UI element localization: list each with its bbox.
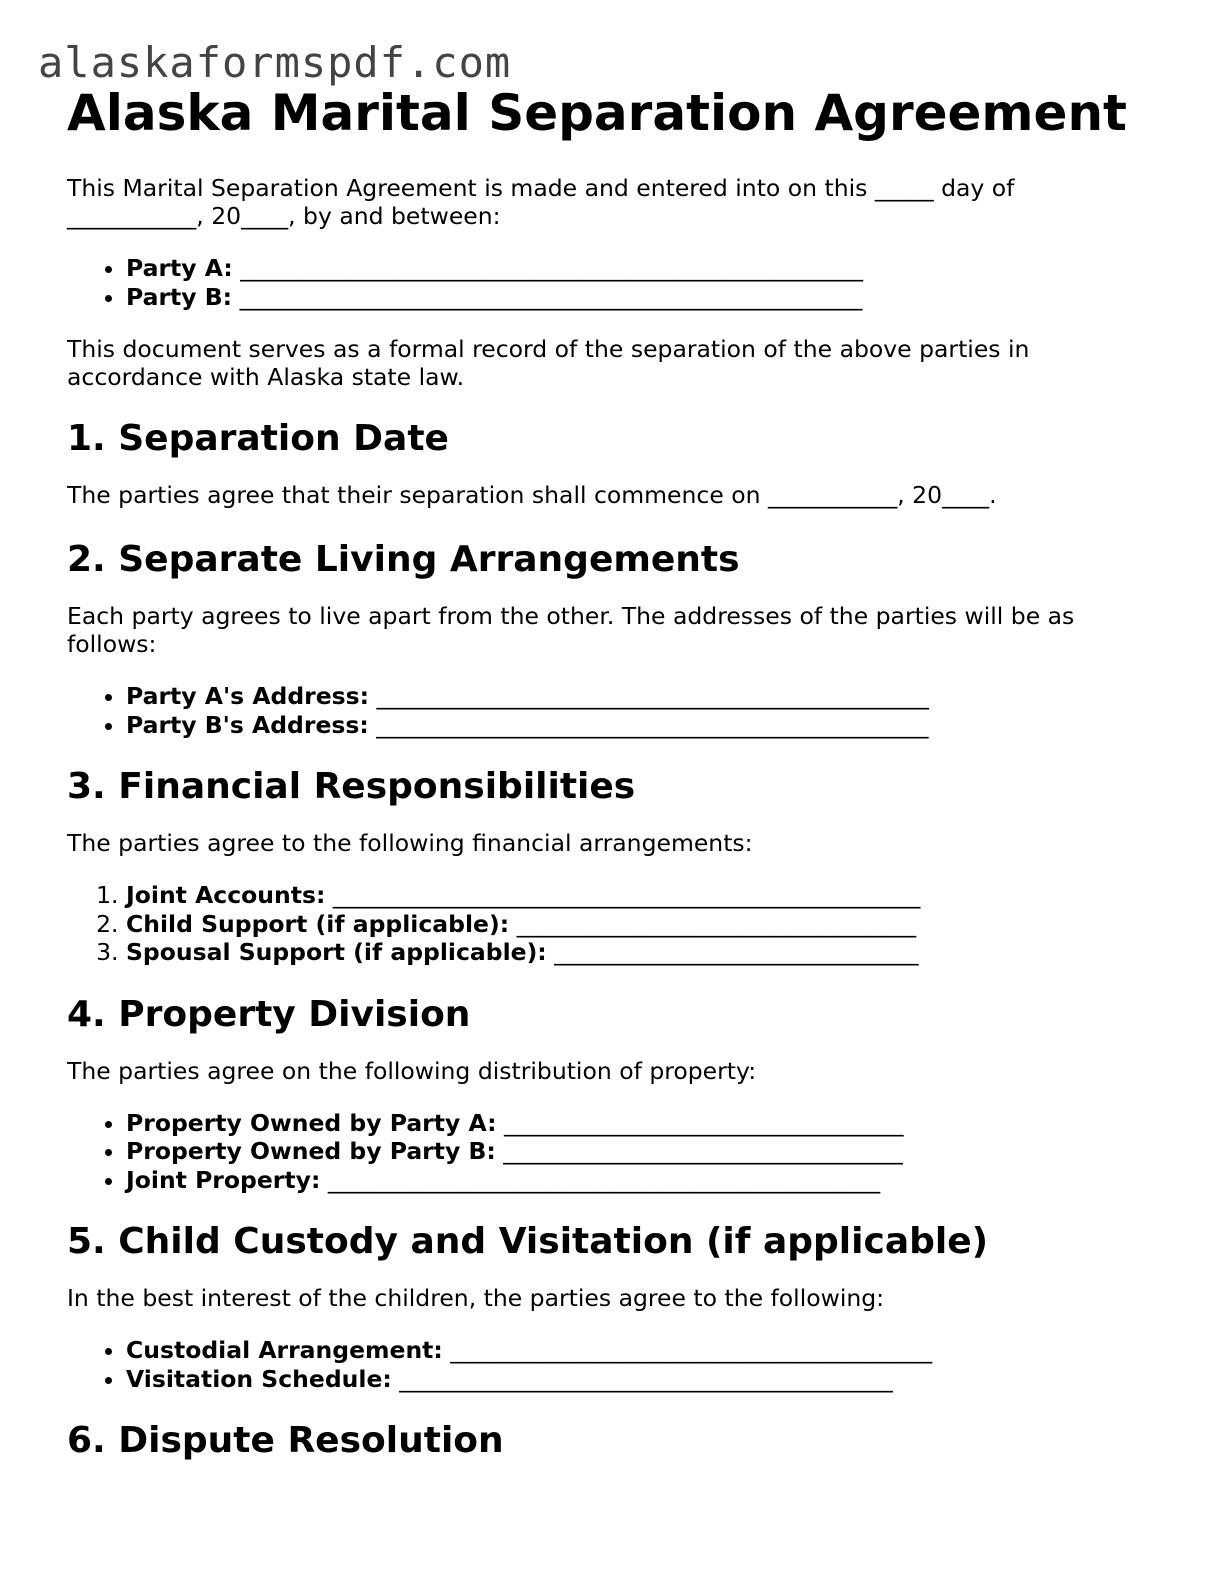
custody-list [67, 1336, 1177, 1393]
item-label: Visitation Schedule: [126, 1364, 392, 1393]
list-item [126, 938, 1177, 967]
section-heading: 3. Financial Responsibilities [67, 766, 636, 807]
item-label: Property Owned by Party B: [126, 1137, 496, 1165]
list-item [126, 1365, 1177, 1394]
list-item [126, 283, 1177, 312]
party-b-blank: _____________________________________________________ [239, 282, 863, 311]
section-heading: 4. Property Division [67, 993, 471, 1035]
list-item [126, 682, 1177, 711]
item-label: Joint Accounts: [126, 881, 326, 909]
site-watermark: alaskaformspdf.com [38, 38, 512, 87]
list-item [126, 711, 1177, 740]
item-label: Child Support (if applicable): [126, 909, 510, 938]
intro-paragraph: This Marital Separation Agreement is made and entered into on this _____ day of ___________, 20____, by and between: [67, 174, 1015, 230]
item-blank: __________________________________________ [399, 1364, 893, 1393]
section-text: The parties agree that their separation shall commence on ___________, 20____. [67, 481, 997, 509]
address-list [67, 682, 1177, 739]
item-blank: _______________________________________________ [327, 1165, 881, 1194]
item-label: Party A's Address: [126, 682, 370, 710]
item-blank: __________________________________ [516, 909, 917, 938]
item-blank: _______________________________________________ [376, 682, 929, 710]
item-label: Custodial Arrangement: [126, 1336, 443, 1364]
section-text: In the best interest of the children, the parties agree to the following: [67, 1284, 885, 1312]
item-blank: __________________________________________________ [332, 881, 921, 909]
list-item [126, 881, 1177, 910]
list-item [126, 910, 1177, 939]
parties-list [67, 254, 1177, 311]
item-blank: __________________________________ [503, 1137, 903, 1165]
financial-list [67, 881, 1177, 967]
list-item [126, 254, 1177, 283]
section-text: Each party agrees to live apart from the other. The addresses of the parties will be as follows: [67, 602, 1075, 658]
property-list [67, 1109, 1177, 1195]
section-heading: 2. Separate Living Arrangements [67, 539, 740, 580]
item-label: Party B's Address: [126, 710, 369, 739]
list-item [126, 1137, 1177, 1166]
purpose-paragraph: This document serves as a formal record of the separation of the above parties in accordance with Alaska state law. [67, 335, 1030, 391]
list-item [126, 1109, 1177, 1138]
section-heading: 1. Separation Date [67, 418, 449, 459]
item-label: Spousal Support (if applicable): [126, 938, 547, 966]
party-a-blank: _____________________________________________________ [240, 254, 864, 282]
item-blank: _______________________________________________ [376, 710, 929, 739]
section-heading: 6. Dispute Resolution [67, 1420, 504, 1461]
item-label: Joint Property: [126, 1165, 321, 1194]
section-text: The parties agree to the following financial arrangements: [67, 829, 753, 857]
list-item [126, 1166, 1177, 1195]
document-page [67, 82, 1177, 1463]
section-text: The parties agree on the following distribution of property: [67, 1056, 757, 1085]
section-heading: 5. Child Custody and Visitation (if applicable) [67, 1221, 989, 1262]
item-label: Property Owned by Party A: [126, 1108, 497, 1137]
party-a-label: Party A: [126, 254, 233, 282]
party-b-label: Party B: [126, 282, 233, 311]
item-blank: _______________________________ [554, 938, 919, 966]
list-item [126, 1336, 1177, 1365]
item-blank: _________________________________________ [450, 1336, 933, 1364]
document-title: Alaska Marital Separation Agreement [67, 84, 1127, 142]
item-blank: __________________________________ [504, 1108, 904, 1137]
